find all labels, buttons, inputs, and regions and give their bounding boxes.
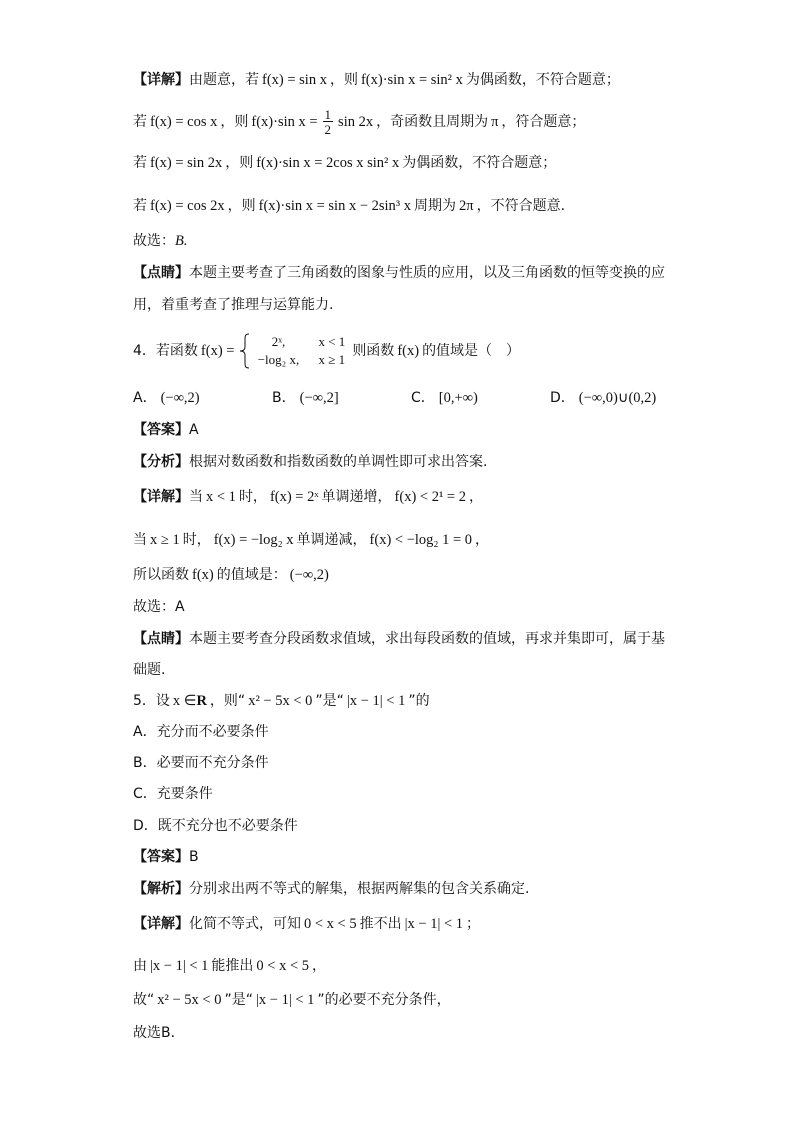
choice-text: 故选：A [133, 599, 185, 615]
option-letter: C． [411, 390, 435, 406]
case-condition: x < 1 [318, 334, 346, 349]
q5-stem [133, 691, 430, 711]
math-expression: |x − 1| < 1 [346, 693, 406, 709]
math-expression: f(x) = sin 2x [150, 155, 223, 171]
q4-comment-line-2 [133, 660, 165, 680]
text-segment: 若 [133, 155, 147, 171]
text-segment: ，则 [227, 198, 256, 214]
text-segment: ”是“ [315, 693, 344, 709]
text-segment: 则函数 [352, 343, 395, 359]
left-brace-icon [239, 333, 250, 369]
text-segment: ，不符合题意. [476, 198, 566, 214]
q3-detail-line-1 [133, 70, 620, 90]
q5-option-a [133, 722, 269, 742]
math-expression: 0 < x < 5 [256, 958, 310, 974]
text-segment: 设 [155, 693, 170, 709]
math-expression: f(x) = cos 2x [150, 198, 225, 214]
option-text: 必要而不充分条件 [156, 755, 269, 771]
q3-detail-line-2 [133, 107, 585, 137]
q4-choice [133, 597, 185, 617]
q4-detail-line-1 [133, 487, 483, 507]
option-letter: A． [133, 724, 157, 740]
q3-detail-line-3 [133, 153, 556, 173]
fraction [323, 108, 334, 136]
text-segment: 若 [133, 198, 147, 214]
q4-comment-line-1 [133, 629, 665, 649]
option-c [411, 388, 550, 408]
case-expression: 2ˣ, [271, 334, 286, 349]
text-segment: 当 [189, 489, 203, 505]
answer-value: B [189, 849, 199, 865]
text-segment: 若函数 [155, 343, 198, 359]
math-expression: x² − 5x < 0 [248, 693, 313, 709]
choice-text: 故选B． [133, 1025, 185, 1041]
case-expression: −log₂ x, [257, 352, 300, 367]
math-expression: f(x) [397, 343, 420, 359]
q4-options [133, 388, 689, 408]
text-segment: 为偶函数，不符合题意； [465, 72, 620, 88]
text-segment: ”的 [408, 693, 430, 709]
text-segment: 时， [182, 532, 211, 548]
math-expression: x ∈ [172, 693, 197, 709]
q4-analysis [133, 452, 487, 472]
text-segment: ，则 [329, 72, 358, 88]
text-segment: 单调递减， [296, 532, 367, 548]
option-text: 既不充分也不必要条件 [157, 818, 298, 834]
text-segment: 化简不等式，可知 [189, 916, 301, 932]
math-expression: 2π [459, 198, 474, 214]
fraction-denominator: 2 [324, 122, 332, 137]
text-segment: 当 [133, 532, 147, 548]
option-letter: A． [133, 390, 157, 406]
text-segment: 由 [133, 958, 147, 974]
text-segment: ， [312, 958, 327, 974]
q5-option-d [133, 816, 298, 836]
text-segment: ”的必要不充分条件， [317, 992, 451, 1008]
answer-label: 【答案】 [133, 849, 189, 865]
math-expression: sin 2x [338, 114, 374, 130]
text-segment: 周期为 [414, 198, 457, 214]
answer-label: 【答案】 [133, 422, 189, 438]
comment-text: 用，着重考查了推理与运算能力. [133, 297, 334, 313]
math-expression: f(x) [192, 567, 214, 583]
fraction-numerator: 1 [324, 107, 332, 122]
question-number: 4． [133, 343, 156, 359]
q3-choice [133, 231, 187, 251]
q4-answer [133, 420, 199, 440]
case-row [250, 351, 348, 369]
case-condition: x ≥ 1 [318, 352, 346, 367]
text-segment: ，则 [220, 114, 249, 130]
text-segment: ， [475, 532, 490, 548]
text-segment: ，奇函数且周期为 [376, 114, 489, 130]
piecewise-function [239, 333, 348, 369]
option-a [133, 388, 272, 408]
q5-answer [133, 847, 199, 867]
text-segment: 故“ [133, 992, 155, 1008]
comment-label: 【点睛】 [133, 631, 189, 647]
math-expression: f(x)·sin x = sin x − 2sin³ x [258, 198, 412, 214]
option-b [272, 388, 411, 408]
text-segment: ，则 [225, 155, 254, 171]
comment-label: 【点睛】 [133, 265, 189, 281]
math-expression: 0 < x < 5 [304, 916, 357, 932]
q5-option-c [133, 784, 213, 804]
math-expression: f(x) < −log₂ 1 = 0 [369, 532, 473, 548]
text-segment: ； [466, 916, 481, 932]
choice-answer: B. [175, 233, 188, 249]
detail-label: 【详解】 [133, 916, 189, 932]
text-segment: 由题意，若 [189, 72, 259, 88]
option-letter: D． [133, 818, 158, 834]
text-segment: 的值域是： [216, 567, 287, 583]
math-expression: x ≥ 1 [150, 532, 180, 548]
cases-table [250, 333, 348, 369]
q5-option-b [133, 753, 269, 773]
case-row [250, 333, 348, 351]
option-text: 充分而不必要条件 [156, 724, 269, 740]
text-segment: 若 [133, 114, 147, 130]
option-text: (−∞,2] [299, 390, 339, 406]
comment-text: 本题主要考查了三角函数的图象与性质的应用，以及三角函数的恒等变换的应 [189, 265, 665, 281]
math-expression: f(x) = [200, 343, 235, 359]
math-expression: f(x) = cos x [150, 114, 218, 130]
option-letter: C． [133, 786, 157, 802]
math-expression: |x − 1| < 1 [255, 992, 315, 1008]
text-segment: 为偶函数，不符合题意； [402, 155, 557, 171]
option-letter: B． [133, 755, 157, 771]
text-segment: 时， [238, 489, 267, 505]
option-d [550, 388, 689, 408]
detail-label: 【详解】 [133, 72, 189, 88]
set-symbol: R [196, 693, 207, 709]
option-text: [0,+∞) [438, 390, 478, 406]
q3-detail-line-4 [133, 196, 565, 216]
option-letter: D． [550, 390, 575, 406]
text-segment: 的值域是（ ） [422, 343, 521, 359]
math-expression: x < 1 [206, 489, 236, 505]
math-expression: |x − 1| < 1 [404, 916, 464, 932]
text-segment: ，则“ [209, 693, 246, 709]
math-expression: x² − 5x < 0 [157, 992, 222, 1008]
option-letter: B． [272, 390, 296, 406]
math-expression: π [491, 114, 499, 130]
text-segment: 单调递增， [321, 489, 392, 505]
math-expression: f(x) = sin x [262, 72, 327, 88]
q5-detail-line-3 [133, 990, 451, 1010]
option-text: (−∞,2) [160, 390, 200, 406]
text-segment: 推不出 [359, 916, 402, 932]
text-segment: 所以函数 [133, 567, 189, 583]
text-segment: ”是“ [224, 992, 253, 1008]
q4-detail-line-3 [133, 565, 332, 585]
analysis-label: 【分析】 [133, 454, 189, 470]
math-expression: f(x)·sin x = sin² x [360, 72, 463, 88]
answer-value: A [189, 422, 199, 438]
option-text: 充要条件 [156, 786, 213, 802]
q4-detail-line-2 [133, 530, 489, 550]
text-segment: ， [469, 489, 483, 505]
question-number: 5． [133, 693, 156, 709]
math-expression: f(x) < 2¹ = 2 [394, 489, 466, 505]
q5-explanation [133, 879, 529, 899]
comment-text: 础题. [133, 662, 166, 678]
math-expression: f(x) = −log₂ x [213, 532, 294, 548]
q5-choice [133, 1023, 185, 1043]
text-segment: ，符合题意； [501, 114, 586, 130]
math-expression: f(x)·sin x = [251, 114, 318, 130]
detail-label: 【详解】 [133, 489, 189, 505]
q5-detail-line-2 [133, 956, 326, 976]
analysis-text: 根据对数函数和指数函数的单调性即可求出答案. [189, 454, 488, 470]
explanation-text: 分别求出两不等式的解集，根据两解集的包含关系确定. [189, 881, 530, 897]
text-segment: 能推出 [211, 958, 254, 974]
choice-prefix: 故选： [133, 233, 175, 249]
option-text: (−∞,0)∪(0,2) [578, 390, 657, 406]
math-expression: f(x) = 2ˣ [269, 489, 319, 505]
math-expression: f(x)·sin x = 2cos x sin² x [256, 155, 400, 171]
q3-comment-line-2 [133, 295, 333, 315]
explanation-label: 【解析】 [133, 881, 189, 897]
q4-stem [133, 332, 520, 370]
comment-text: 本题主要考查分段函数求值域，求出每段函数的值域，再求并集即可，属于基 [189, 631, 665, 647]
q5-detail-line-1 [133, 914, 480, 934]
math-expression: (−∞,2) [289, 567, 329, 583]
math-expression: |x − 1| < 1 [150, 958, 209, 974]
q3-comment-line-1 [133, 263, 665, 283]
